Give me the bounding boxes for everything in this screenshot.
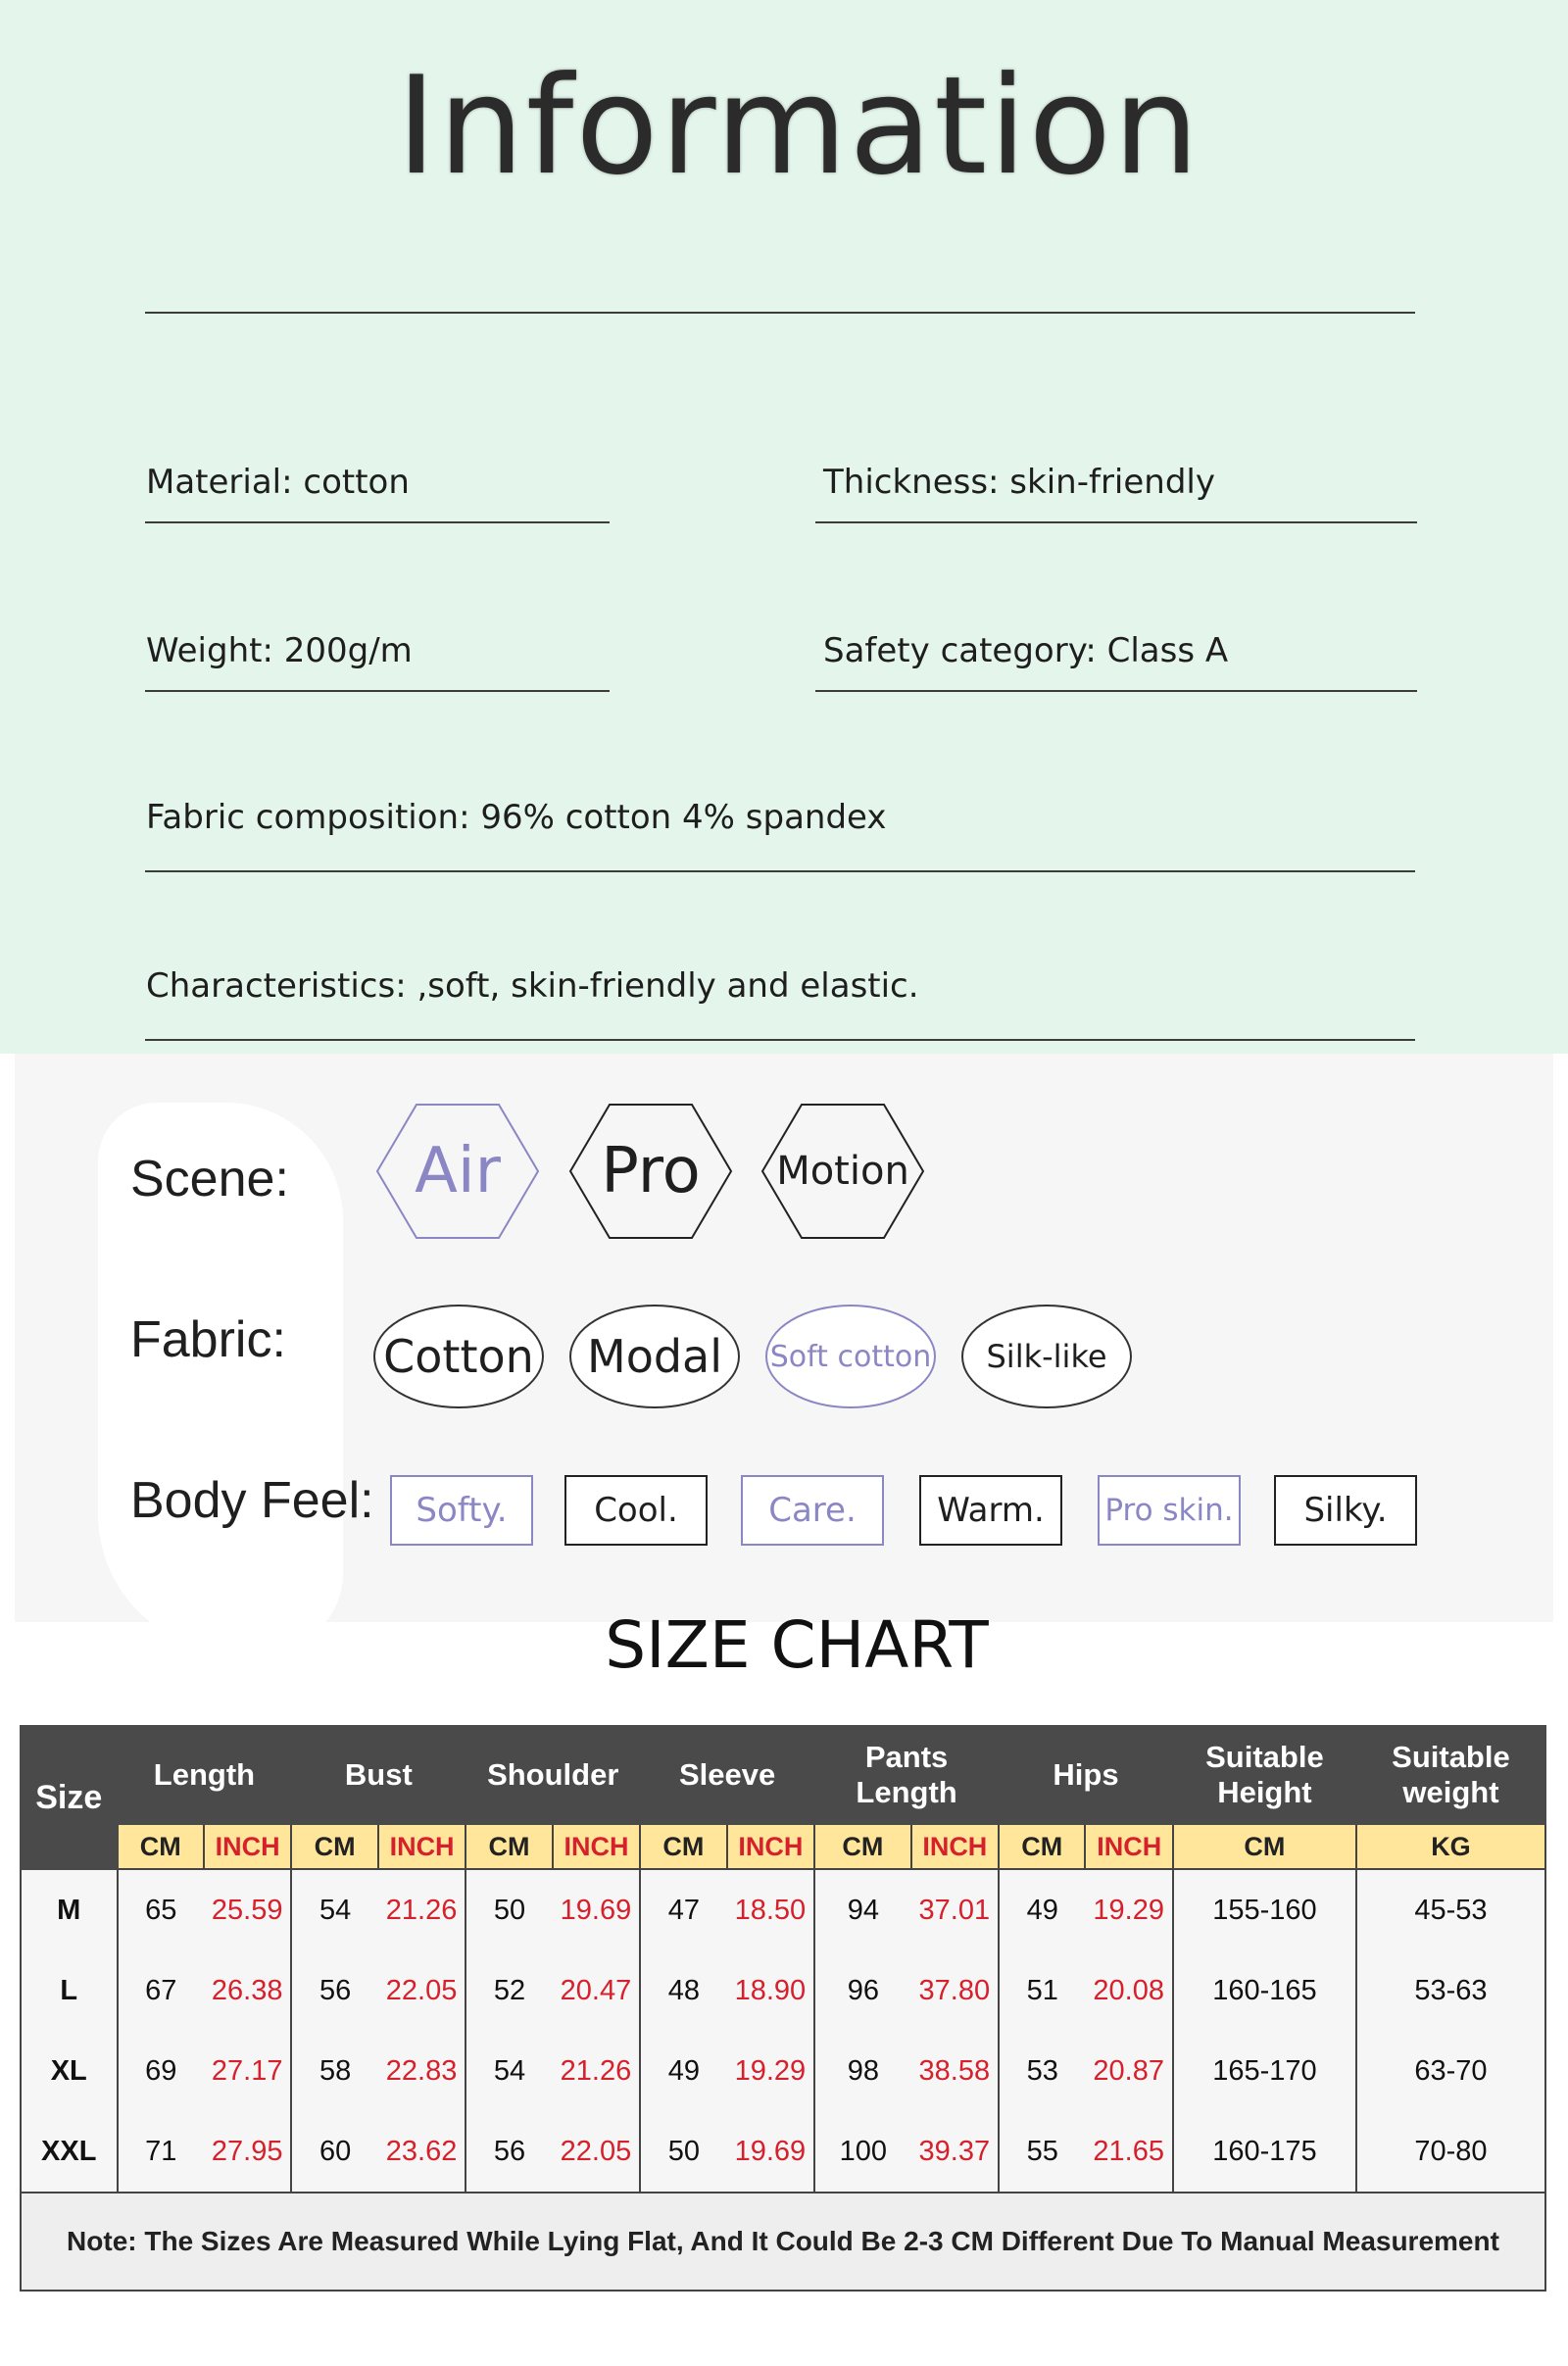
weight-cell: 53-63 [1356,1950,1545,2031]
size-rows [21,1869,1545,2193]
inch-cell: 18.90 [727,1950,814,2031]
inch-cell: 22.05 [553,2111,640,2193]
fabric-soft-cotton-label: Soft cotton [769,1339,932,1374]
inch-cell: 20.87 [1085,2031,1172,2111]
cm-cell: 94 [814,1869,911,1950]
inch-cell: 26.38 [204,1950,291,2031]
inch-cell: 27.95 [204,2111,291,2193]
safety-underline [815,690,1417,692]
height-cell: 160-165 [1173,1950,1356,2031]
sleeve-header: Sleeve [640,1726,814,1824]
unit-cm: CM [466,1824,552,1869]
suitable-height-line2: Height [1217,1775,1312,1809]
inch-cell: 19.29 [1085,1869,1172,1950]
cm-cell: 55 [999,2111,1085,2193]
body-feel-label: Body Feel: [130,1472,374,1529]
inch-cell: 20.08 [1085,1950,1172,2031]
cm-cell: 58 [291,2031,377,2111]
unit-inch: INCH [727,1824,814,1869]
inch-cell: 19.69 [553,1869,640,1950]
body-feel-cool-label: Cool. [594,1491,678,1530]
scene-air-label: Air [415,1135,501,1208]
inch-cell: 21.26 [378,1869,466,1950]
unit-inch: INCH [1085,1824,1172,1869]
cm-cell: 60 [291,2111,377,2193]
hips-header: Hips [999,1726,1173,1824]
cm-cell: 48 [640,1950,726,2031]
table-row [21,1869,1545,1950]
inch-cell: 27.17 [204,2031,291,2111]
unit-cm: CM [814,1824,911,1869]
fabric-modal-badge [569,1305,740,1408]
unit-inch: INCH [378,1824,466,1869]
inch-cell: 21.65 [1085,2111,1172,2193]
unit-inch: INCH [911,1824,999,1869]
suitable-weight-line1: Suitable [1392,1740,1510,1774]
fabric-silk-like-badge [961,1305,1132,1408]
table-row [21,1950,1545,2031]
inch-cell: 20.47 [553,1950,640,2031]
cm-cell: 98 [814,2031,911,2111]
cm-cell: 54 [291,1869,377,1950]
size-cell: M [21,1869,118,1950]
body-feel-care-badge [741,1475,884,1546]
fabric-silk-like-label: Silk-like [986,1338,1107,1375]
unit-cm: CM [1173,1824,1356,1869]
weight-cell: 70-80 [1356,2111,1545,2193]
fabric-soft-cotton-badge [765,1305,936,1408]
inch-cell: 39.37 [911,2111,999,2193]
inch-cell: 38.58 [911,2031,999,2111]
inch-cell: 37.80 [911,1950,999,2031]
characteristics-underline [145,1039,1415,1041]
suitable-height-line1: Suitable [1205,1740,1324,1774]
bust-header: Bust [291,1726,466,1824]
scene-air-badge [375,1103,540,1240]
fabric-cotton-badge [373,1305,544,1408]
weight-cell: 63-70 [1356,2031,1545,2111]
scene-motion-badge [760,1103,925,1240]
body-feel-pro-skin-badge [1098,1475,1241,1546]
cm-cell: 47 [640,1869,726,1950]
material-underline [145,521,610,523]
characteristics-field: Characteristics: ,soft, skin-friendly and elastic. [146,966,919,1006]
cm-cell: 51 [999,1950,1085,2031]
information-title: Information [396,47,1201,205]
cm-cell: 96 [814,1950,911,2031]
unit-kg: KG [1356,1824,1545,1869]
body-feel-cool-badge [564,1475,708,1546]
table-row [21,2111,1545,2193]
weight-field: Weight: 200g/m [146,631,413,670]
cm-cell: 50 [466,1869,552,1950]
thickness-field: Thickness: skin-friendly [823,463,1215,502]
table-row [21,2031,1545,2111]
fabric-modal-label: Modal [587,1330,722,1383]
composition-underline [145,870,1415,872]
unit-inch: INCH [553,1824,640,1869]
cm-cell: 56 [466,2111,552,2193]
unit-cm: CM [999,1824,1085,1869]
body-feel-softy-label: Softy. [416,1491,508,1530]
cm-cell: 67 [118,1950,204,2031]
length-header: Length [118,1726,292,1824]
suitable-weight-header [1356,1726,1545,1824]
inch-cell: 25.59 [204,1869,291,1950]
pants-length-header: Pants Length [814,1726,999,1824]
scene-pro-badge [568,1103,733,1240]
size-cell: XXL [21,2111,118,2193]
inch-cell: 19.29 [727,2031,814,2111]
unit-inch: INCH [204,1824,291,1869]
safety-field: Safety category: Class A [823,631,1229,670]
weight-cell: 45-53 [1356,1869,1545,1950]
height-cell: 160-175 [1173,2111,1356,2193]
size-cell: XL [21,2031,118,2111]
measurement-note: Note: The Sizes Are Measured While Lying Flat, And It Could Be 2-3 CM Different Due To Manual Measurement [21,2193,1545,2291]
suitable-height-header [1173,1726,1356,1824]
body-feel-softy-badge [390,1475,533,1546]
inch-cell: 21.26 [553,2031,640,2111]
body-feel-silky-label: Silky. [1303,1491,1388,1530]
cm-cell: 100 [814,2111,911,2193]
fabric-cotton-label: Cotton [383,1330,534,1383]
material-field: Material: cotton [146,463,410,502]
body-feel-care-label: Care. [768,1491,857,1530]
cm-cell: 49 [999,1869,1085,1950]
cm-cell: 69 [118,2031,204,2111]
shoulder-header: Shoulder [466,1726,640,1824]
header-row [21,1726,1545,1824]
scene-label: Scene: [130,1151,289,1208]
cm-cell: 65 [118,1869,204,1950]
note-row [21,2193,1545,2291]
body-feel-warm-label: Warm. [937,1491,1045,1530]
cm-cell: 50 [640,2111,726,2193]
scene-motion-label: Motion [776,1149,909,1194]
information-section [0,0,1568,1054]
height-cell: 155-160 [1173,1869,1356,1950]
inch-cell: 22.05 [378,1950,466,2031]
body-feel-silky-badge [1274,1475,1417,1546]
inch-cell: 37.01 [911,1869,999,1950]
height-cell: 165-170 [1173,2031,1356,2111]
size-chart-table [20,1725,1546,2292]
inch-cell: 23.62 [378,2111,466,2193]
body-feel-warm-badge [919,1475,1062,1546]
cm-cell: 54 [466,2031,552,2111]
thickness-underline [815,521,1417,523]
size-header: Size [21,1726,118,1869]
cm-cell: 56 [291,1950,377,2031]
unit-row [21,1824,1545,1869]
scene-pro-label: Pro [601,1135,701,1208]
cm-cell: 53 [999,2031,1085,2111]
inch-cell: 19.69 [727,2111,814,2193]
body-feel-pro-skin-label: Pro skin. [1104,1493,1234,1528]
size-cell: L [21,1950,118,2031]
size-chart-title: SIZE CHART [605,1607,989,1683]
attributes-panel [15,1054,1553,1622]
composition-field: Fabric composition: 96% cotton 4% spandex [146,798,887,837]
title-divider [145,312,1415,314]
weight-underline [145,690,610,692]
cm-cell: 52 [466,1950,552,2031]
suitable-weight-line2: weight [1402,1775,1499,1809]
inch-cell: 18.50 [727,1869,814,1950]
cm-cell: 49 [640,2031,726,2111]
unit-cm: CM [640,1824,726,1869]
unit-cm: CM [291,1824,377,1869]
unit-cm: CM [118,1824,204,1869]
inch-cell: 22.83 [378,2031,466,2111]
cm-cell: 71 [118,2111,204,2193]
fabric-label: Fabric: [130,1311,286,1368]
